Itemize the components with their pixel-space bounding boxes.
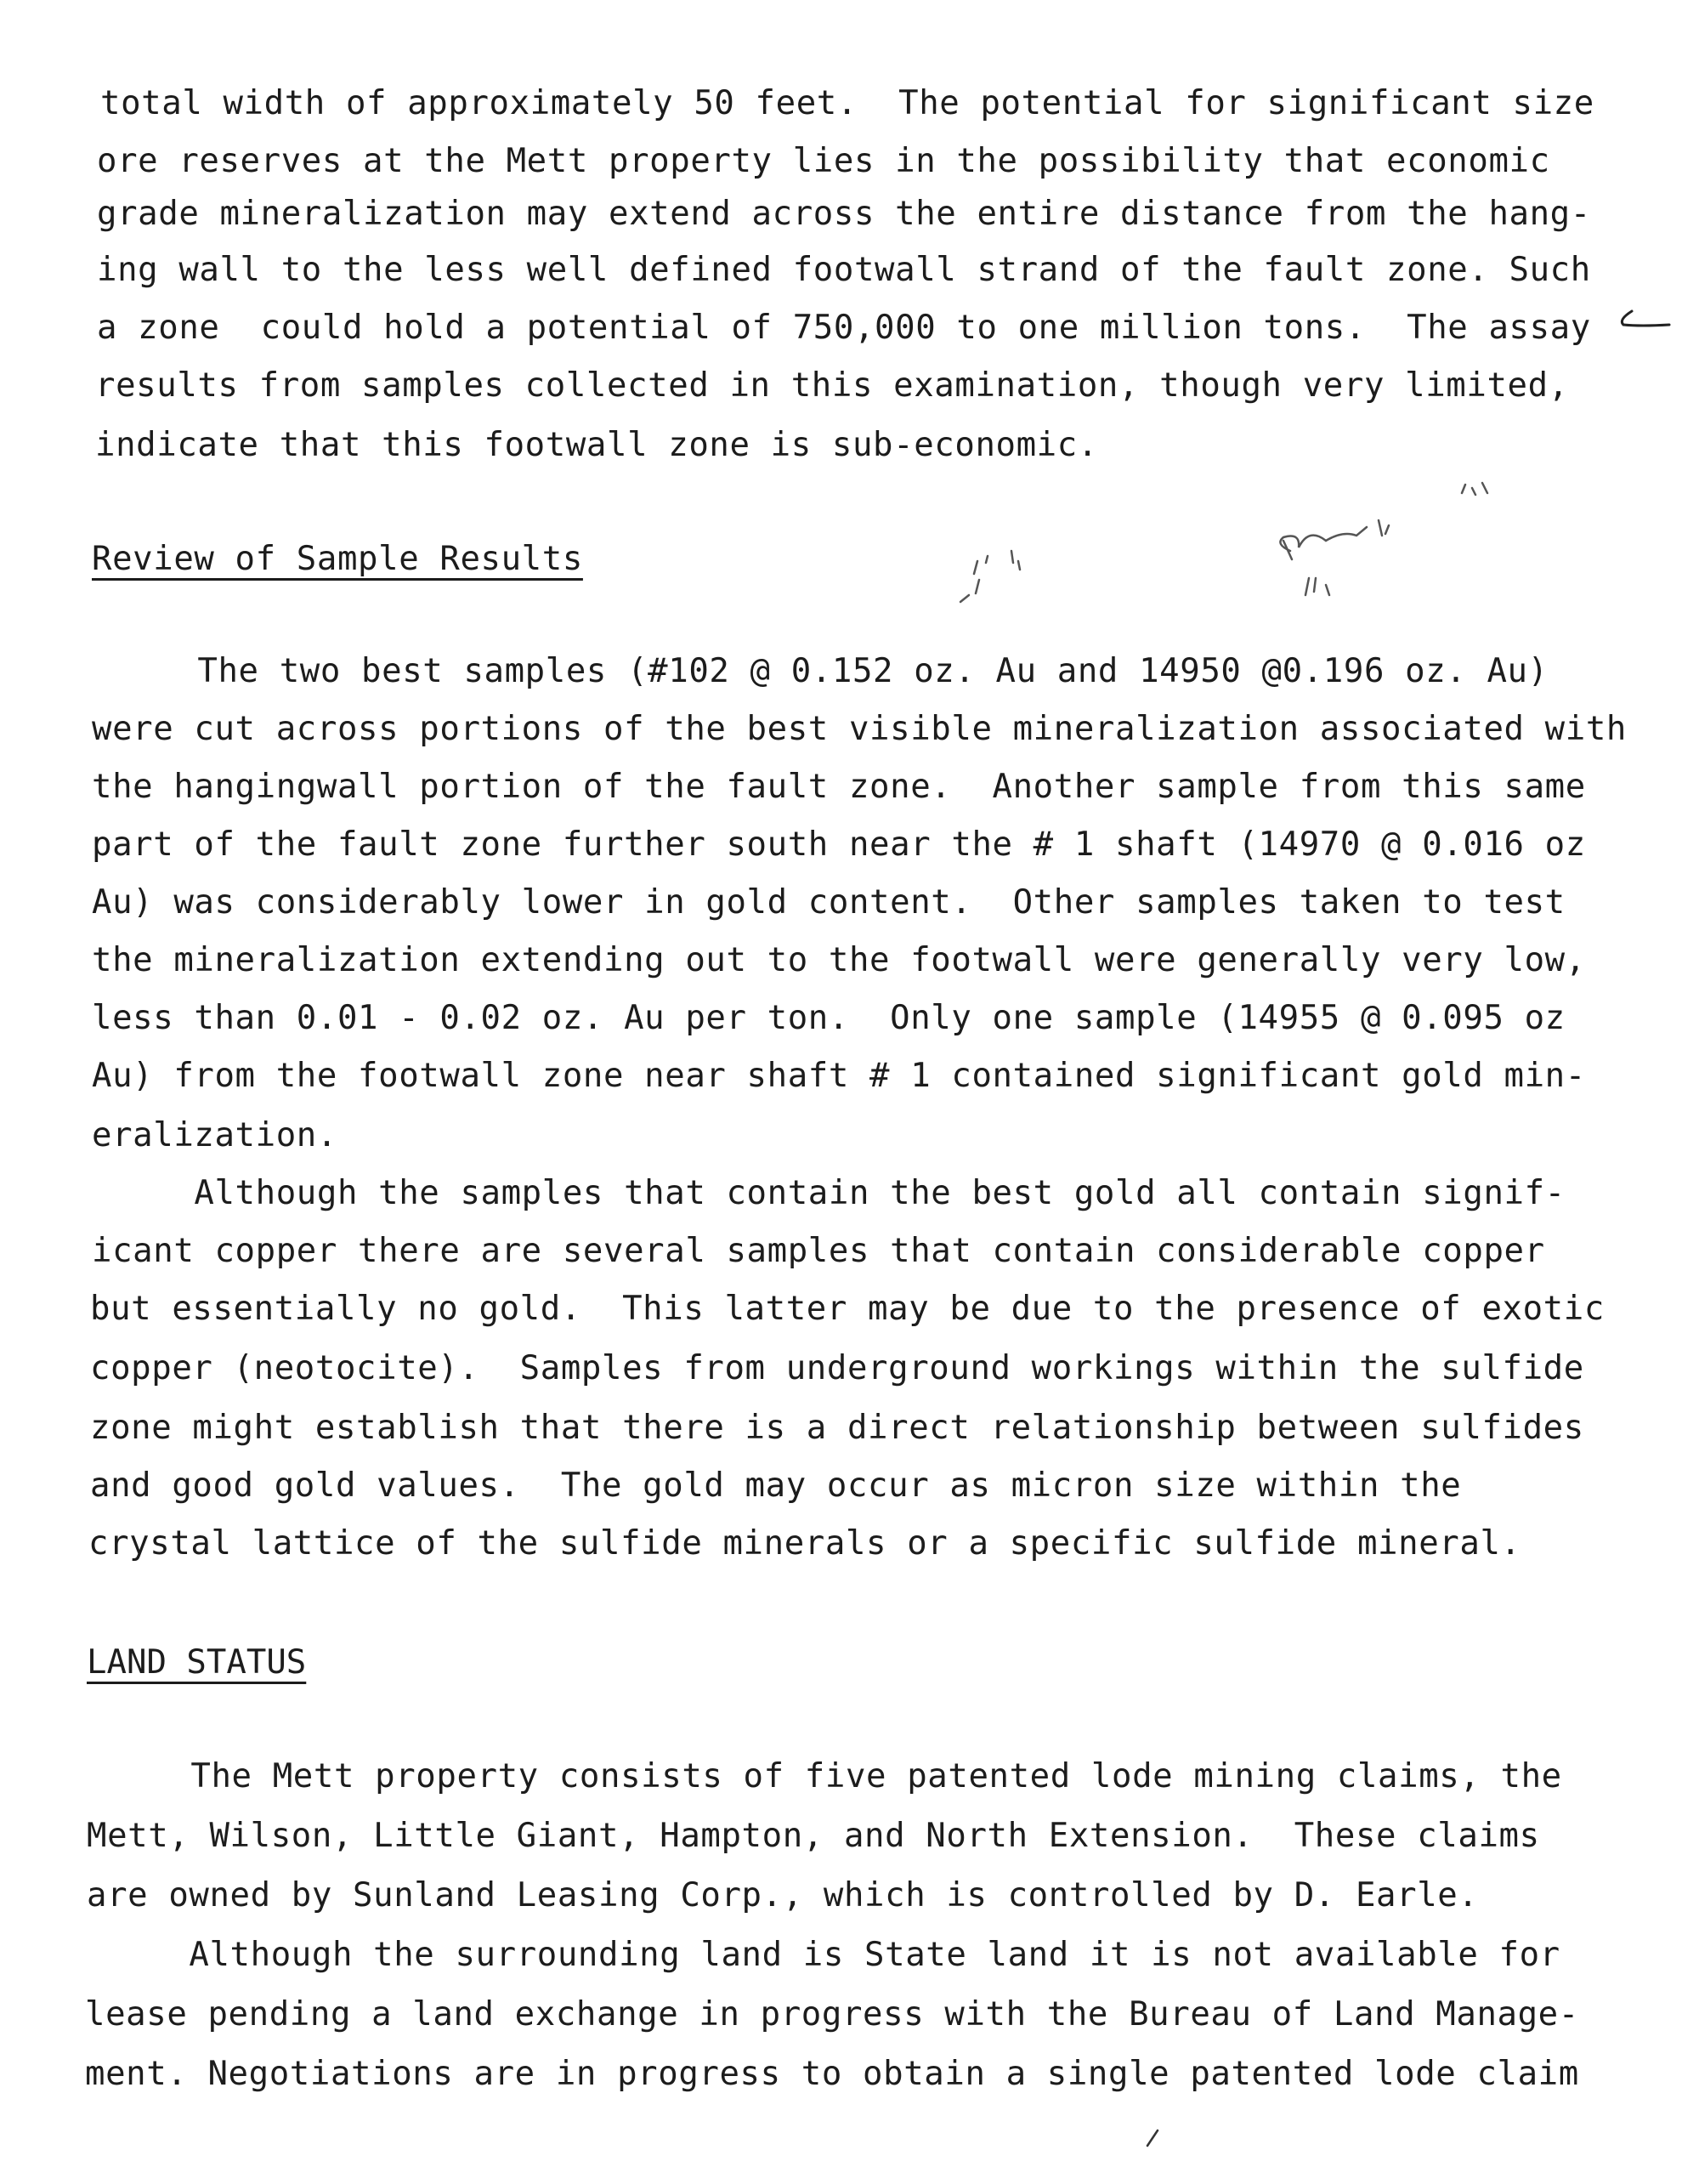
review-line-16: crystal lattice of the sulfide minerals or a specific sulfide mineral. <box>88 1524 1521 1563</box>
intro-line-1: total width of approximately 50 feet. The potential for significant size <box>100 84 1594 122</box>
review-line-13: copper (neotocite). Samples from underground workings within the sulfide <box>90 1349 1584 1387</box>
intro-line-6: results from samples collected in this examination, though very limited, <box>95 366 1569 405</box>
review-line-2: were cut across portions of the best visible mineralization associated with <box>92 710 1627 748</box>
handwritten-scribble <box>901 459 1496 612</box>
review-line-15: and good gold values. The gold may occur as micron size within the <box>90 1466 1462 1505</box>
review-line-3: the hangingwall portion of the fault zone. Another sample from this same <box>92 768 1586 806</box>
intro-line-5: a zone could hold a potential of 750,000 to one million tons. The assay <box>97 309 1591 347</box>
pen-tick-mark <box>1139 2125 1164 2151</box>
land-status-heading: LAND STATUS <box>87 1643 307 1682</box>
land-line-5: lease pending a land exchange in progress with the Bureau of Land Manage- <box>85 1995 1579 2034</box>
review-line-10: Although the samples that contain the best gold all contain signif- <box>92 1174 1566 1212</box>
intro-line-3: grade mineralization may extend across the entire distance from the hang- <box>97 195 1591 233</box>
review-line-1: The two best samples (#102 @ 0.152 oz. Au and 14950 @0.196 oz. Au) <box>95 652 1549 690</box>
review-line-8: Au) from the footwall zone near shaft # 1 contained significant gold min- <box>92 1057 1586 1095</box>
land-line-6: ment. Negotiations are in progress to obtain a single patented lode claim <box>85 2055 1579 2093</box>
margin-check-mark <box>1615 304 1674 338</box>
review-line-6: the mineralization extending out to the footwall were generally very low, <box>92 941 1586 979</box>
review-line-12: but essentially no gold. This latter may be due to the presence of exotic <box>90 1290 1605 1328</box>
intro-line-2: ore reserves at the Mett property lies in the possibility that economic <box>97 142 1550 180</box>
review-line-11: icant copper there are several samples that contain considerable copper <box>92 1232 1545 1270</box>
review-line-7: less than 0.01 - 0.02 oz. Au per ton. Only one sample (14955 @ 0.095 oz <box>92 999 1566 1037</box>
review-heading: Review of Sample Results <box>92 540 583 578</box>
land-line-1: The Mett property consists of five patented lode mining claims, the <box>88 1757 1562 1795</box>
review-line-5: Au) was considerably lower in gold content. Other samples taken to test <box>92 883 1566 922</box>
intro-line-4: ing wall to the less well defined footwall strand of the fault zone. Such <box>97 251 1591 289</box>
review-line-4: part of the fault zone further south near the # 1 shaft (14970 @ 0.016 oz <box>92 825 1586 864</box>
intro-line-7: indicate that this footwall zone is sub-economic. <box>95 426 1098 464</box>
review-line-9: eralization. <box>92 1116 337 1154</box>
review-line-14: zone might establish that there is a direct relationship between sulfides <box>90 1409 1584 1447</box>
land-line-4: Although the surrounding land is State land it is not available for <box>87 1936 1560 1974</box>
land-line-3: are owned by Sunland Leasing Corp., which is controlled by D. Earle. <box>87 1876 1479 1915</box>
land-line-2: Mett, Wilson, Little Giant, Hampton, and North Extension. These claims <box>87 1817 1540 1855</box>
